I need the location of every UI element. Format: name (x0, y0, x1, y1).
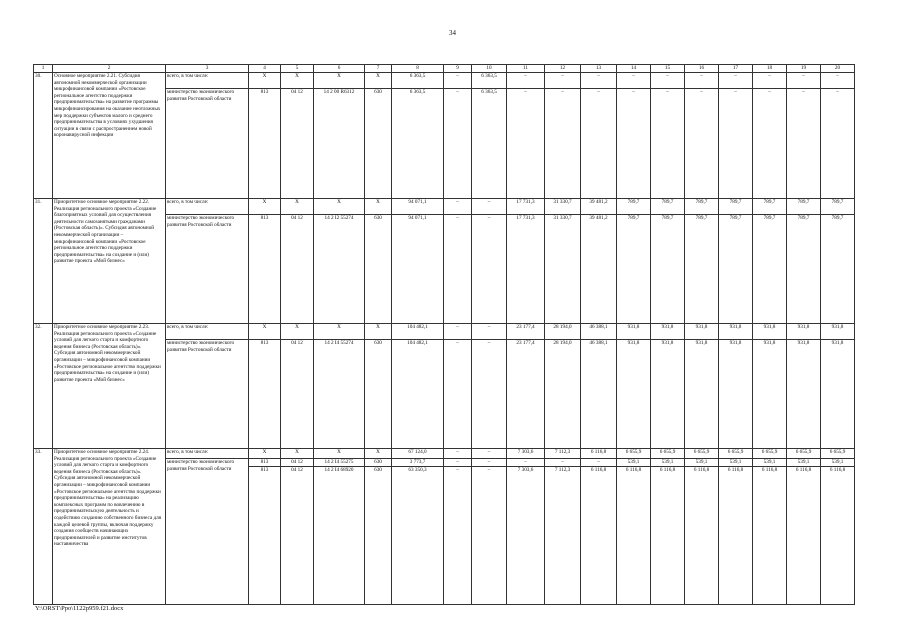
value-cell: – (719, 89, 753, 199)
value-cell: 6 363,5 (392, 89, 444, 199)
value-cell: X (365, 199, 392, 215)
value-cell: 3 773,7 (392, 459, 444, 467)
executor-cell: всего, в том числе: (166, 324, 249, 340)
value-cell: 789,7 (685, 215, 719, 324)
value-cell: – (719, 73, 753, 89)
value-cell: – (581, 459, 617, 467)
value-cell: – (545, 73, 581, 89)
value-cell: – (821, 89, 855, 199)
value-cell: – (472, 199, 507, 215)
measure-name: Приоритетное основное мероприятие 2.22. Реализация регионального проекта «Создание благоприятных условий для осуществления деятельности самозанятыми гражданами (Ростовская область)». Субсидия автономной некоммерческой организации – микрофинансовой компании «Ростовское региональное агентство поддержки предпринимательства» на создание и (или) развитие проекта «Мой бизнес» (53, 199, 166, 324)
value-cell: 539,1 (821, 459, 855, 467)
value-cell: 94 071,1 (392, 199, 444, 215)
value-cell: 813 (249, 459, 281, 467)
header-cell: 10 (472, 65, 507, 73)
value-cell: 6 655,9 (787, 449, 821, 459)
value-cell: 789,7 (685, 199, 719, 215)
value-cell: – (821, 73, 855, 89)
value-cell: – (787, 73, 821, 89)
header-cell: 14 (617, 65, 651, 73)
value-cell: 539,1 (719, 459, 753, 467)
value-cell: 813 (249, 467, 281, 605)
value-cell: – (787, 89, 821, 199)
value-cell: 04 12 (281, 459, 314, 467)
page-number: 34 (449, 29, 456, 37)
value-cell: 789,7 (719, 215, 753, 324)
measure-name: Приоритетное основное мероприятие 2.24. Реализация регионального проекта «Создание условий для легкого старта и комфортного ведения бизнеса (Ростовская область)». Субсидия автономной некоммерческой организации – микрофинансовой компании «Ростовское региональное агентство поддержки предпринимательства» на реализацию комплексных программ по вовлечению в предпринимательскую деятельность и содействию созданию собственного бизнеса для каждой целевой группы, включая поддержку создания сообществ начинающих предпринимателей и развитие институтов наставничества (53, 449, 166, 605)
value-cell: 14 2 I2 55274 (314, 215, 365, 324)
table-row (34, 449, 855, 459)
value-cell: 28 194,0 (545, 324, 581, 340)
value-cell: – (472, 324, 507, 340)
executor-cell: министерство экономического развития Ростовской области (166, 89, 249, 199)
table-row (34, 73, 855, 89)
row-number: 31. (34, 199, 53, 324)
value-cell: 630 (365, 467, 392, 605)
value-cell: 813 (249, 89, 281, 199)
value-cell: 17 731,3 (507, 215, 545, 324)
value-cell: – (444, 324, 472, 340)
header-cell: 13 (581, 65, 617, 73)
value-cell: 39 481,2 (581, 199, 617, 215)
value-cell: 6 116,8 (581, 449, 617, 459)
value-cell: 789,7 (787, 215, 821, 324)
executor-cell: всего, в том числе: (166, 199, 249, 215)
value-cell: 7 112,3 (545, 449, 581, 459)
value-cell: 931,8 (651, 340, 685, 449)
value-cell: – (472, 459, 507, 467)
value-cell: X (249, 73, 281, 89)
value-cell: – (507, 89, 545, 199)
value-cell: 630 (365, 215, 392, 324)
value-cell: 6 655,9 (821, 449, 855, 459)
value-cell: – (472, 449, 507, 459)
header-cell: 20 (821, 65, 855, 73)
value-cell: 539,1 (787, 459, 821, 467)
value-cell: 6 655,9 (753, 449, 787, 459)
header-cell: 8 (392, 65, 444, 73)
header-cell: 3 (166, 65, 249, 73)
value-cell: – (651, 89, 685, 199)
value-cell: X (365, 449, 392, 459)
value-cell: – (472, 215, 507, 324)
header-cell: 12 (545, 65, 581, 73)
value-cell: – (753, 73, 787, 89)
header-cell: 19 (787, 65, 821, 73)
value-cell: 630 (365, 459, 392, 467)
header-cell: 4 (249, 65, 281, 73)
value-cell: 6 655,9 (617, 449, 651, 459)
value-cell: 931,8 (685, 340, 719, 449)
value-cell: 14 2 I4 55275 (314, 459, 365, 467)
value-cell: 46 388,1 (581, 324, 617, 340)
value-cell: 6 116,8 (581, 467, 617, 605)
value-cell: 46 388,1 (581, 340, 617, 449)
value-cell: 7 112,3 (545, 467, 581, 605)
value-cell: X (249, 199, 281, 215)
value-cell: 7 303,6 (507, 449, 545, 459)
value-cell: 17 731,3 (507, 199, 545, 215)
row-number: 33. (34, 449, 53, 605)
value-cell: 6 116,8 (651, 467, 685, 605)
value-cell: 813 (249, 215, 281, 324)
measure-name: Приоритетное основное мероприятие 2.23. Реализация регионального проекта «Создание условий для легкого старта и комфортного ведения бизнеса (Ростовская область)». Субсидия автономной некоммерческой организации – микрофинансовой компании «Ростовское региональное агентство поддержки предпринимательства» на создание и (или) развитие проекта «Мой бизнес» (53, 324, 166, 449)
executor-cell: министерство экономического развития Ростовской области (166, 215, 249, 324)
value-cell: 539,1 (617, 459, 651, 467)
row-number: 32. (34, 324, 53, 449)
value-cell: X (281, 199, 314, 215)
value-cell: 931,8 (685, 324, 719, 340)
value-cell: 6 655,9 (685, 449, 719, 459)
executor-cell: министерство экономического развития Ростовской области (166, 340, 249, 449)
value-cell: – (444, 459, 472, 467)
value-cell: – (444, 215, 472, 324)
value-cell: 04 12 (281, 89, 314, 199)
value-cell: X (281, 449, 314, 459)
value-cell: 104 482,1 (392, 324, 444, 340)
value-cell: – (685, 73, 719, 89)
value-cell: – (581, 89, 617, 199)
value-cell: – (444, 73, 472, 89)
value-cell: 14 2 I4 55274 (314, 340, 365, 449)
header-cell: 1 (34, 65, 53, 73)
value-cell: 789,7 (753, 199, 787, 215)
value-cell: 23 177,4 (507, 340, 545, 449)
value-cell: – (581, 73, 617, 89)
value-cell: – (472, 467, 507, 605)
header-cell: 5 (281, 65, 314, 73)
value-cell: 104 482,1 (392, 340, 444, 449)
header-cell: 9 (444, 65, 472, 73)
value-cell: – (507, 459, 545, 467)
value-cell: – (444, 449, 472, 459)
value-cell: 931,8 (787, 324, 821, 340)
value-cell: 6 363,5 (472, 73, 507, 89)
value-cell: – (444, 89, 472, 199)
header-cell: 16 (685, 65, 719, 73)
value-cell: – (444, 340, 472, 449)
value-cell: – (472, 340, 507, 449)
value-cell: 931,8 (617, 324, 651, 340)
value-cell: 7 303,6 (507, 467, 545, 605)
value-cell: 14 2 I4 68920 (314, 467, 365, 605)
value-cell: 63 350,3 (392, 467, 444, 605)
value-cell: X (249, 324, 281, 340)
value-cell: 539,1 (651, 459, 685, 467)
header-cell: 7 (365, 65, 392, 73)
value-cell: 630 (365, 89, 392, 199)
value-cell: – (617, 89, 651, 199)
value-cell: – (545, 459, 581, 467)
value-cell: 789,7 (651, 215, 685, 324)
executor-cell: всего, в том числе: (166, 73, 249, 89)
value-cell: 6 116,8 (719, 467, 753, 605)
value-cell: X (365, 73, 392, 89)
value-cell: X (314, 324, 365, 340)
header-cell: 2 (53, 65, 166, 73)
header-cell: 17 (719, 65, 753, 73)
value-cell: 931,8 (821, 324, 855, 340)
value-cell: – (545, 89, 581, 199)
value-cell: 31 330,7 (545, 215, 581, 324)
value-cell: 6 655,9 (719, 449, 753, 459)
value-cell: 789,7 (753, 215, 787, 324)
value-cell: 789,7 (821, 199, 855, 215)
value-cell: 04 12 (281, 467, 314, 605)
value-cell: 931,8 (821, 340, 855, 449)
table-row (34, 199, 855, 215)
value-cell: – (685, 89, 719, 199)
value-cell: 6 116,8 (787, 467, 821, 605)
value-cell: 789,7 (651, 199, 685, 215)
budget-table (33, 64, 855, 605)
value-cell: 6 116,8 (821, 467, 855, 605)
value-cell: X (281, 324, 314, 340)
value-cell: 28 194,0 (545, 340, 581, 449)
value-cell: 6 363,5 (472, 89, 507, 199)
value-cell: 6 655,9 (651, 449, 685, 459)
value-cell: 931,8 (753, 340, 787, 449)
value-cell: – (444, 199, 472, 215)
value-cell: 6 363,5 (392, 73, 444, 89)
header-row (34, 65, 855, 73)
header-cell: 6 (314, 65, 365, 73)
value-cell: – (507, 73, 545, 89)
header-cell: 11 (507, 65, 545, 73)
footer-file-path: Y:\ORST\Ppo\1122p959.f21.docx (35, 605, 124, 612)
value-cell: 6 116,8 (617, 467, 651, 605)
value-cell: 6 116,8 (753, 467, 787, 605)
value-cell: 931,8 (617, 340, 651, 449)
value-cell: 813 (249, 340, 281, 449)
value-cell: 539,1 (753, 459, 787, 467)
value-cell: 931,8 (753, 324, 787, 340)
value-cell: X (365, 324, 392, 340)
header-cell: 15 (651, 65, 685, 73)
table-row (34, 324, 855, 340)
value-cell: 789,7 (821, 215, 855, 324)
value-cell: X (314, 73, 365, 89)
value-cell: 630 (365, 340, 392, 449)
value-cell: 04 12 (281, 340, 314, 449)
value-cell: 67 124,0 (392, 449, 444, 459)
value-cell: X (314, 199, 365, 215)
executor-cell: министерство экономического развития Ростовской области (166, 459, 249, 605)
value-cell: 39 481,2 (581, 215, 617, 324)
row-number: 30. (34, 73, 53, 199)
value-cell: 789,7 (617, 215, 651, 324)
value-cell: 6 116,8 (685, 467, 719, 605)
value-cell: 04 12 (281, 215, 314, 324)
value-cell: 931,8 (719, 324, 753, 340)
value-cell: 931,8 (787, 340, 821, 449)
value-cell: 23 177,4 (507, 324, 545, 340)
value-cell: 94 071,1 (392, 215, 444, 324)
value-cell: X (314, 449, 365, 459)
value-cell: 539,1 (685, 459, 719, 467)
value-cell: – (753, 89, 787, 199)
value-cell: X (281, 73, 314, 89)
value-cell: 789,7 (617, 199, 651, 215)
value-cell: 931,8 (651, 324, 685, 340)
value-cell: 789,7 (719, 199, 753, 215)
value-cell: 14 2 00 R6312 (314, 89, 365, 199)
value-cell: – (617, 73, 651, 89)
value-cell: 31 330,7 (545, 199, 581, 215)
value-cell: – (444, 467, 472, 605)
executor-cell: всего, в том числе: (166, 449, 249, 459)
value-cell: 931,8 (719, 340, 753, 449)
value-cell: 789,7 (787, 199, 821, 215)
value-cell: – (651, 73, 685, 89)
value-cell: X (249, 449, 281, 459)
measure-name: Основное мероприятие 2.21. Субсидия автономной некоммерческой организации микрофинансовой компании «Ростовское региональное агентство поддержки предпринимательства» на развитие программы микрофинансирования на оказание неотложных мер поддержки субъектов малого и среднего предпринимательства в условиях ухудшения ситуации в связи с распространением новой коронавирусной инфекции (53, 73, 166, 199)
header-cell: 18 (753, 65, 787, 73)
